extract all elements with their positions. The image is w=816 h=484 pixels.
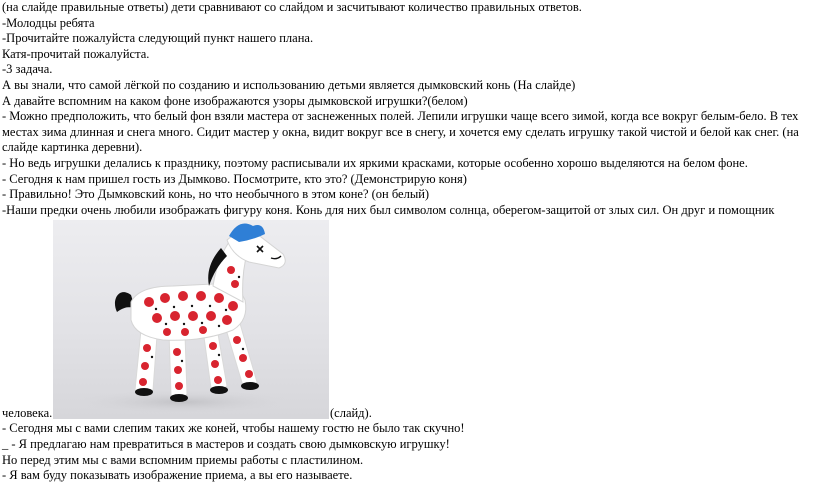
text-line: - Я вам буду показывать изображение приема, а вы его называете.: [2, 468, 353, 483]
text-line: - Правильно! Это Дымковский конь, но что необычного в этом коне? (он белый): [2, 187, 430, 202]
text-line: - Сегодня к нам пришел гость из Дымково. Посмотрите, кто это? (Демонстрирую коня): [2, 171, 467, 186]
text-line: Катя-прочитай пожалуйста.: [2, 46, 150, 61]
caption-right: (слайд).: [330, 405, 372, 420]
text-paragraph: -Наши предки очень любили изображать фигуру коня. Конь для них был символом солнца, оберегом-защитой от злых сил. Он друг и помощник: [2, 202, 775, 217]
text-line: -Прочитайте пожалуйста следующий пункт нашего плана.: [2, 31, 314, 46]
text-line: - Но ведь игрушки делались к празднику, поэтому расписывали их яркими красками, которые особенно хорошо выделяются на белом фоне.: [2, 155, 748, 170]
text-line: Но перед этим мы с вами вспомним приемы работы с пластилином.: [2, 452, 364, 467]
document-page: [2, 0, 814, 484]
caption-left: человека.: [2, 405, 53, 420]
text-line: А вы знали, что самой лёгкой по созданию и использованию детьми является дымковский конь (На слайде): [2, 77, 576, 92]
text-line: -3 задача.: [2, 62, 53, 77]
dymkovo-horse-photo: [53, 220, 329, 419]
text-line: А давайте вспомним на каком фоне изображаются узоры дымковской игрушки?(белом): [2, 93, 468, 108]
text-paragraph: - Можно предположить, что белый фон взяли мастера от заснеженных полей. Лепили игрушки чаще всего зимой, когда все вокруг белым-бело. В тех местах зима длинная и снега много. Сидит мастер у окна, видит вокруг все в снегу, и хочется ему сделать игрушку такой чистой и белой как снег. (на слайде картинка деревни).: [2, 109, 799, 155]
text-line: _ - Я предлагаю нам превратиться в мастеров и создать свою дымковскую игрушку!: [2, 436, 450, 451]
text-line: - Сегодня мы с вами слепим таких же коней, чтобы нашему гостю не было так скучно!: [2, 421, 465, 436]
text-line: (на слайде правильные ответы) дети сравнивают со слайдом и засчитывают количество правильных ответов.: [2, 0, 582, 14]
image-row: [2, 218, 814, 421]
horse-icon: [53, 220, 329, 419]
text-line: -Молодцы ребята: [2, 15, 95, 30]
